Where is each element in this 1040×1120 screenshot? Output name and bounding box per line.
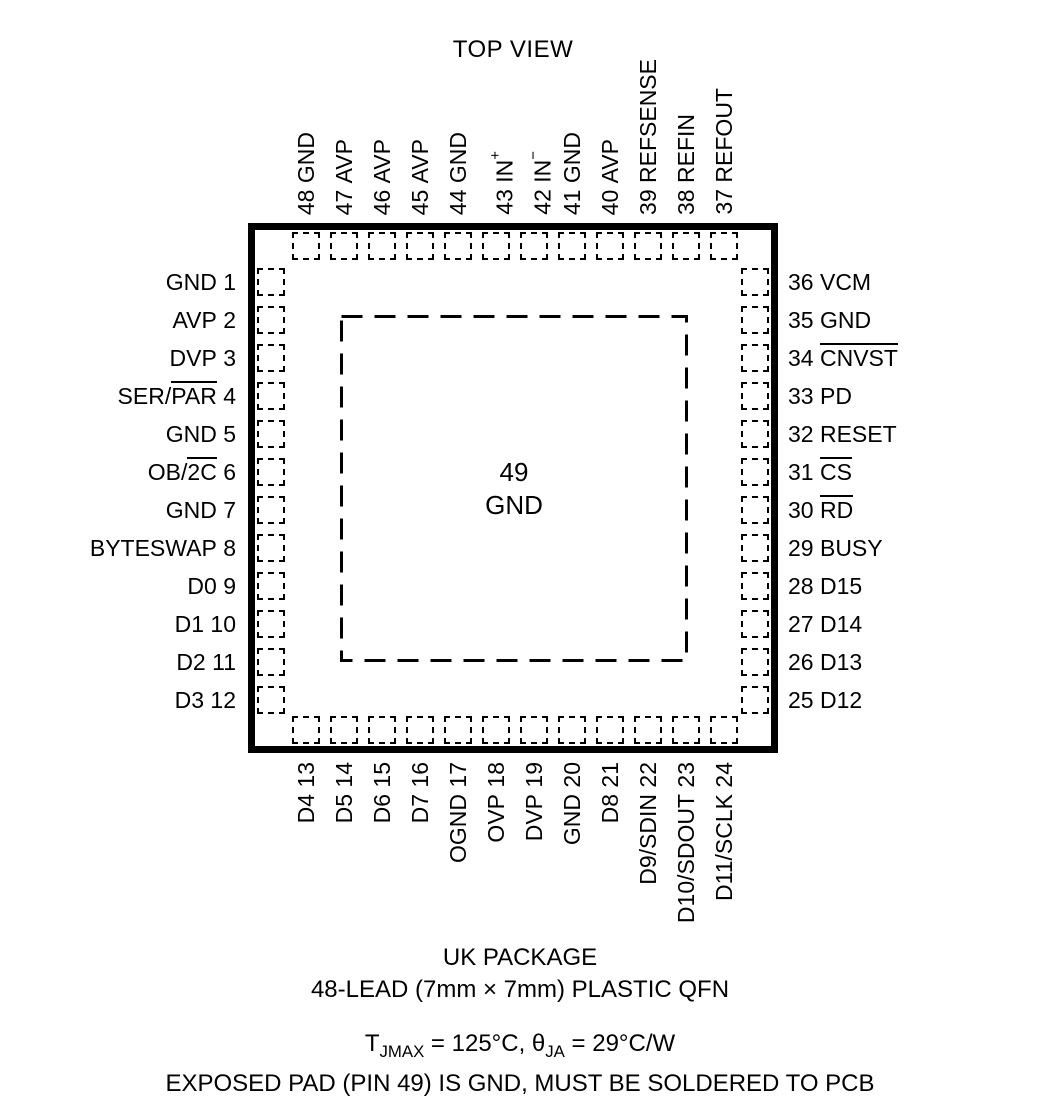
pin-name-part: D15 — [819, 573, 863, 599]
pin-pad-41 — [558, 232, 586, 260]
pin-label-45 — [406, 139, 434, 215]
pin-name-part: BYTESWAP — [89, 535, 217, 561]
pin-number: 47 — [331, 183, 357, 215]
pin-name-part: D11/SCLK — [711, 793, 737, 901]
pin-label-3 — [170, 344, 236, 372]
pin-pad-35 — [741, 306, 769, 334]
pin-name-part: GND — [165, 497, 217, 523]
pin-name-part: REFOUT — [711, 88, 737, 184]
exposed-pad-note: EXPOSED PAD (PIN 49) IS GND, MUST BE SOLDERED TO PCB — [165, 1069, 875, 1097]
pin-number: 22 — [635, 762, 661, 794]
pin-number: 32 — [788, 421, 820, 447]
pin-pad-24 — [710, 716, 738, 744]
pin-label-11 — [176, 648, 236, 676]
pin-name-part: D14 — [819, 611, 863, 637]
pin-number: 28 — [788, 573, 820, 599]
pin-name-part: AVP — [597, 138, 623, 184]
pin-number: 37 — [711, 183, 737, 215]
pin-number: 40 — [597, 183, 623, 215]
pin-name-part: = 125°C, θ — [424, 1030, 546, 1057]
pin-number: 20 — [559, 762, 585, 794]
pin-label-37 — [710, 88, 738, 215]
pin-pad-33 — [741, 382, 769, 410]
pin-name-part: GND — [819, 307, 872, 333]
pin-pad-15 — [368, 716, 396, 744]
pin-label-47 — [330, 139, 358, 215]
pin-label-29 — [788, 534, 883, 562]
pin-name-part: BUSY — [819, 535, 883, 561]
pin-label-25 — [788, 686, 862, 714]
pin-label-5 — [166, 420, 236, 448]
pin-name-part: OVP — [483, 793, 509, 843]
pin-label-30 — [788, 496, 853, 524]
pin-number: 14 — [331, 762, 357, 794]
pin-pad-28 — [741, 572, 769, 600]
pin-pad-20 — [558, 716, 586, 744]
pin-pad-46 — [368, 232, 396, 260]
right-pin-labels — [788, 268, 1038, 714]
pin-label-43 — [482, 151, 518, 215]
pin-pad-21 — [596, 716, 624, 744]
pin-number: 29 — [788, 535, 820, 561]
pin-label-6 — [148, 458, 236, 486]
pin-name-part: REFIN — [673, 114, 699, 184]
pin-label-2 — [172, 306, 236, 334]
pin-name-part: JMAX — [379, 1041, 425, 1061]
pin-pad-32 — [741, 420, 769, 448]
pin-name-part: CNVST — [819, 345, 898, 371]
pin-number: 18 — [483, 762, 509, 794]
pin-number: 43 — [491, 183, 518, 215]
pin-name-part: AVP — [172, 307, 217, 333]
pin-pad-19 — [520, 716, 548, 744]
pin-name-part: D8 — [597, 793, 623, 824]
pin-name-part: DVP — [169, 345, 217, 371]
pin-name-part: + — [487, 151, 504, 161]
pin-name-part: D10/SDOUT — [673, 793, 699, 924]
pin-name-part: IN — [491, 160, 518, 184]
pin-name-part: VCM — [819, 269, 872, 295]
pin-name-part: D7 — [407, 793, 433, 824]
pin-label-1 — [166, 268, 236, 296]
pin-pad-26 — [741, 648, 769, 676]
pin-label-21 — [596, 762, 624, 823]
pin-label-23 — [672, 762, 700, 923]
pin-pad-25 — [741, 686, 769, 714]
pin-label-31 — [788, 458, 852, 486]
pin-name-part: JA — [545, 1041, 565, 1061]
pin-number: 11 — [205, 649, 236, 675]
pin-pad-34 — [741, 344, 769, 372]
pin-name-part: T — [364, 1030, 380, 1057]
pin-number: 30 — [788, 497, 820, 523]
pin-label-12 — [175, 686, 236, 714]
pin-name-part: D13 — [819, 649, 863, 675]
pin-name-part: D12 — [819, 687, 863, 713]
pin-number: 27 — [788, 611, 820, 637]
pin-pad-27 — [741, 610, 769, 638]
pin-number: 48 — [293, 183, 319, 215]
pin-label-27 — [788, 610, 862, 638]
pin-pad-31 — [741, 458, 769, 486]
pin-label-17 — [444, 762, 472, 863]
pin-number: 7 — [216, 497, 236, 523]
pin-number: 3 — [216, 345, 236, 371]
pin-label-14 — [330, 762, 358, 823]
pin-name-part: DVP — [521, 793, 547, 842]
pin-name-part: GND — [559, 131, 585, 184]
pin-number: 35 — [788, 307, 820, 333]
pin-label-46 — [368, 139, 396, 215]
pin-label-13 — [292, 762, 320, 823]
pin-number: 2 — [216, 307, 236, 333]
pin-pad-40 — [596, 232, 624, 260]
pin-number: 25 — [788, 687, 820, 713]
pin-number: 41 — [559, 183, 585, 215]
pin-pad-18 — [482, 716, 510, 744]
pin-name-part: PAR — [171, 383, 217, 409]
pin-pad-23 — [672, 716, 700, 744]
pin-name-part: GND — [445, 131, 471, 184]
pin-number: 31 — [788, 459, 820, 485]
pin-number: 8 — [216, 535, 236, 561]
exposed-pad-name: GND — [485, 489, 543, 520]
pin-name-part: RD — [819, 497, 854, 523]
pin-pad-17 — [444, 716, 472, 744]
pin-pad-6 — [257, 458, 285, 486]
pin-pad-16 — [406, 716, 434, 744]
thermal-note — [0, 1028, 1040, 1068]
pin-label-9 — [187, 572, 236, 600]
pin-pad-44 — [444, 232, 472, 260]
pin-number: 45 — [407, 183, 433, 215]
pin-label-48 — [292, 132, 320, 215]
pin-pad-12 — [257, 686, 285, 714]
pin-label-18 — [482, 762, 510, 843]
pin-pad-3 — [257, 344, 285, 372]
pin-pad-29 — [741, 534, 769, 562]
pin-number: 17 — [445, 762, 471, 794]
pin-number: 1 — [216, 269, 236, 295]
pin-name-part: CS — [819, 459, 852, 485]
pin-number: 12 — [204, 687, 236, 713]
pin-pad-8 — [257, 534, 285, 562]
pin-name-part: D0 — [187, 573, 217, 599]
pin-label-39 — [634, 59, 662, 215]
pin-pad-39 — [634, 232, 662, 260]
pin-name-part: GND — [165, 269, 217, 295]
pin-name-part: PD — [819, 383, 852, 409]
exposed-pad — [340, 315, 688, 662]
pin-label-36 — [788, 268, 871, 296]
top-pin-labels — [292, 0, 738, 215]
pin-label-44 — [444, 132, 472, 215]
pin-number: 21 — [597, 762, 623, 794]
pin-name-part: D9/SDIN — [635, 793, 661, 885]
pin-pad-2 — [257, 306, 285, 334]
pin-pad-13 — [292, 716, 320, 744]
pin-number: 23 — [673, 762, 699, 794]
pin-label-7 — [166, 496, 236, 524]
pin-label-16 — [406, 762, 434, 823]
pin-name-part: AVP — [407, 138, 433, 184]
pin-pad-5 — [257, 420, 285, 448]
pin-name-part: REFSENSE — [635, 59, 661, 184]
left-pin-pads — [257, 268, 285, 714]
pin-number: 39 — [635, 183, 661, 215]
pin-pad-43 — [482, 232, 510, 260]
package-description: 48-LEAD (7mm × 7mm) PLASTIC QFN — [310, 976, 730, 1003]
pin-name-part: D2 — [176, 649, 206, 675]
pin-name-part: D4 — [293, 793, 319, 824]
bottom-pin-labels — [292, 762, 738, 923]
pin-name-part: D3 — [174, 687, 205, 713]
pin-number: 15 — [369, 762, 395, 794]
exposed-pad-number: 49 — [499, 456, 529, 487]
pin-number: 5 — [216, 421, 236, 447]
left-pin-labels — [0, 268, 236, 714]
package-name: UK PACKAGE — [442, 944, 598, 971]
pin-name-part: GND — [293, 131, 319, 184]
pin-name-part: GND — [165, 421, 217, 447]
pin-name-part: − — [525, 151, 542, 161]
pin-number: 13 — [293, 762, 319, 794]
pin-label-22 — [634, 762, 662, 885]
pin-label-24 — [710, 762, 738, 901]
package-notes — [0, 942, 1040, 1100]
package-outline — [248, 223, 778, 753]
pin-label-10 — [175, 610, 236, 638]
pin-label-38 — [672, 114, 700, 215]
pin-label-15 — [368, 762, 396, 823]
diagram-title: TOP VIEW — [452, 36, 574, 63]
pin-name-part: AVP — [369, 138, 395, 184]
pin-number: 33 — [788, 383, 820, 409]
pin-label-20 — [558, 762, 586, 845]
pin-label-32 — [788, 420, 897, 448]
pin-label-33 — [788, 382, 852, 410]
pin-number: 42 — [529, 183, 556, 215]
pin-pad-30 — [741, 496, 769, 524]
pin-name-part: OGND — [445, 793, 471, 863]
pin-name-part: D6 — [369, 793, 395, 824]
pin-name-part: SER/ — [117, 383, 172, 409]
pin-label-26 — [788, 648, 862, 676]
pin-label-19 — [520, 762, 548, 841]
pin-number: 26 — [788, 649, 820, 675]
pin-number: 19 — [521, 762, 547, 794]
pin-label-28 — [788, 572, 862, 600]
pin-pad-14 — [330, 716, 358, 744]
pin-pad-22 — [634, 716, 662, 744]
pin-number: 38 — [673, 183, 699, 215]
pin-pad-45 — [406, 232, 434, 260]
pin-number: 6 — [216, 459, 236, 485]
pin-label-40 — [596, 139, 624, 215]
pin-label-41 — [558, 132, 586, 215]
pin-number: 9 — [216, 573, 236, 599]
pin-name-part: 2C — [187, 459, 217, 485]
exposed-pad-label — [340, 315, 688, 662]
bottom-pin-pads — [292, 716, 738, 744]
pin-number: 36 — [788, 269, 820, 295]
pin-pad-36 — [741, 268, 769, 296]
pin-name-part: RESET — [819, 421, 897, 447]
pin-number: 24 — [711, 762, 737, 794]
pin-label-4 — [118, 382, 236, 410]
pin-pad-7 — [257, 496, 285, 524]
pin-name-part: D5 — [331, 793, 357, 824]
pin-number: 46 — [369, 183, 395, 215]
pin-number: 34 — [788, 345, 820, 371]
pin-pad-42 — [520, 232, 548, 260]
pin-pad-1 — [257, 268, 285, 296]
pin-pad-11 — [257, 648, 285, 676]
pin-pad-37 — [710, 232, 738, 260]
pin-pad-10 — [257, 610, 285, 638]
pin-name-part: OB/ — [147, 459, 188, 485]
pin-pad-47 — [330, 232, 358, 260]
right-pin-pads — [741, 268, 769, 714]
pin-name-part: D1 — [174, 611, 205, 637]
pin-label-35 — [788, 306, 871, 334]
pin-name-part: GND — [559, 793, 585, 846]
pin-label-42 — [520, 151, 556, 215]
pin-number: 10 — [204, 611, 236, 637]
pin-pad-48 — [292, 232, 320, 260]
pin-number: 16 — [407, 762, 433, 794]
pin-label-34 — [788, 344, 898, 372]
pin-pad-4 — [257, 382, 285, 410]
pin-name-part: IN — [529, 160, 556, 184]
top-pin-pads — [292, 232, 738, 260]
pin-pad-9 — [257, 572, 285, 600]
pin-name-part: AVP — [331, 138, 357, 184]
pin-number: 44 — [445, 183, 471, 215]
pin-name-part: = 29°C/W — [564, 1030, 676, 1057]
pin-number: 4 — [216, 383, 236, 409]
pin-label-8 — [90, 534, 236, 562]
pin-pad-38 — [672, 232, 700, 260]
